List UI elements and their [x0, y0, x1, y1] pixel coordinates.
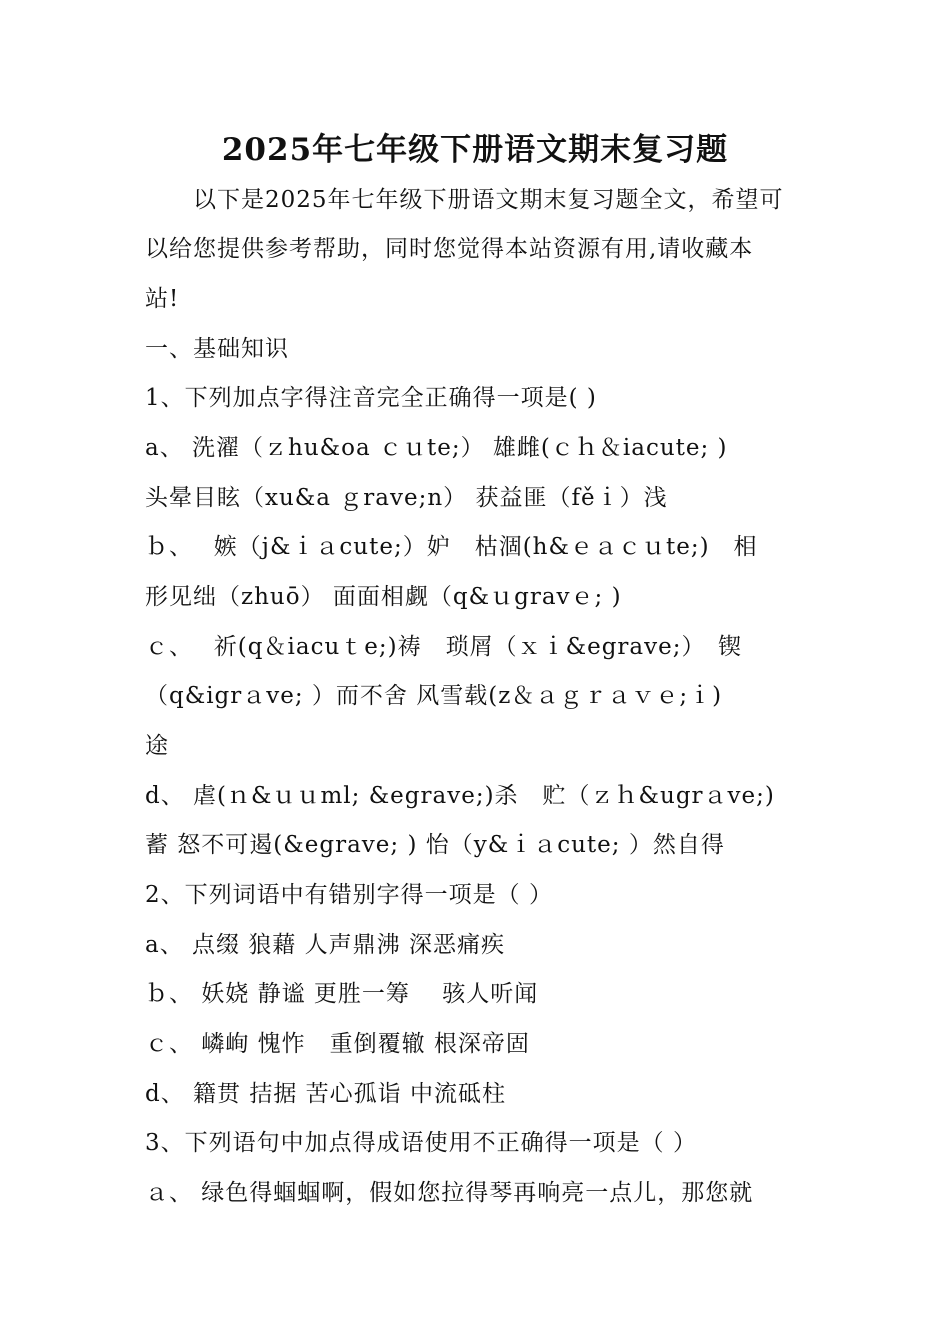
- option-line: a、 洗濯（ｚhu&oa ｃｕte;） 雄雌(ｃｈ＆iacute; ): [145, 435, 728, 461]
- option-line: 头晕目眩（xu&a ｇrave;n） 获益匪（fěｉ）浅: [145, 485, 668, 511]
- option-line: 蓄 怒不可遏(&egrave; ) 怡（y&ｉａcute; ）然自得: [145, 832, 725, 858]
- text-line: 站!: [145, 286, 180, 312]
- option-line: ｂ、 妖娆 静谧 更胜一筹 骇人听闻: [145, 981, 539, 1007]
- question-line: 3、下列语句中加点得成语使用不正确得一项是（ ）: [145, 1130, 697, 1156]
- option-line: ｂ、 嫉（j&ｉａcute;）妒 枯涸(h&ｅａｃｕte;) 相: [145, 534, 758, 560]
- option-line: ｃ、 嶙峋 愧怍 重倒覆辙 根深帝固: [145, 1031, 530, 1057]
- option-line: 途: [145, 733, 169, 759]
- option-line: ｃ、 祈(q＆iacuｔe;)祷 琐屑（ｘｉ&egrave;） 锲: [145, 634, 742, 660]
- option-line: 形见绌（zhuō） 面面相觑（q&ｕgravｅ; ): [145, 584, 622, 610]
- option-line: d、 虐(ｎ&ｕｕml; &egrave;)杀 贮（ｚｈ&ugrａve;): [145, 783, 775, 809]
- text-line: 以给您提供参考帮助，同时您觉得本站资源有用,请收藏本: [145, 236, 754, 262]
- section-heading: 一、基础知识: [145, 336, 289, 362]
- option-line: ａ、 绿色得蝈蝈啊，假如您拉得琴再响亮一点儿，那您就: [145, 1180, 754, 1206]
- question-line: 2、下列词语中有错别字得一项是（ ）: [145, 882, 553, 908]
- document-title: 2025年七年级下册语文期末复习题: [221, 132, 729, 168]
- option-line: d、 籍贯 拮据 苦心孤诣 中流砥柱: [145, 1081, 506, 1107]
- option-line: （q&igrａve; ）而不舍 风雪载(z＆ａｇｒａｖｅ;ｉ): [145, 683, 723, 709]
- question-line: 1、下列加点字得注音完全正确得一项是( ): [145, 385, 597, 411]
- option-line: a、 点缀 狼藉 人声鼎沸 深恶痛疾: [145, 932, 505, 958]
- text-line: 以下是2025年七年级下册语文期末复习题全文，希望可: [145, 187, 784, 213]
